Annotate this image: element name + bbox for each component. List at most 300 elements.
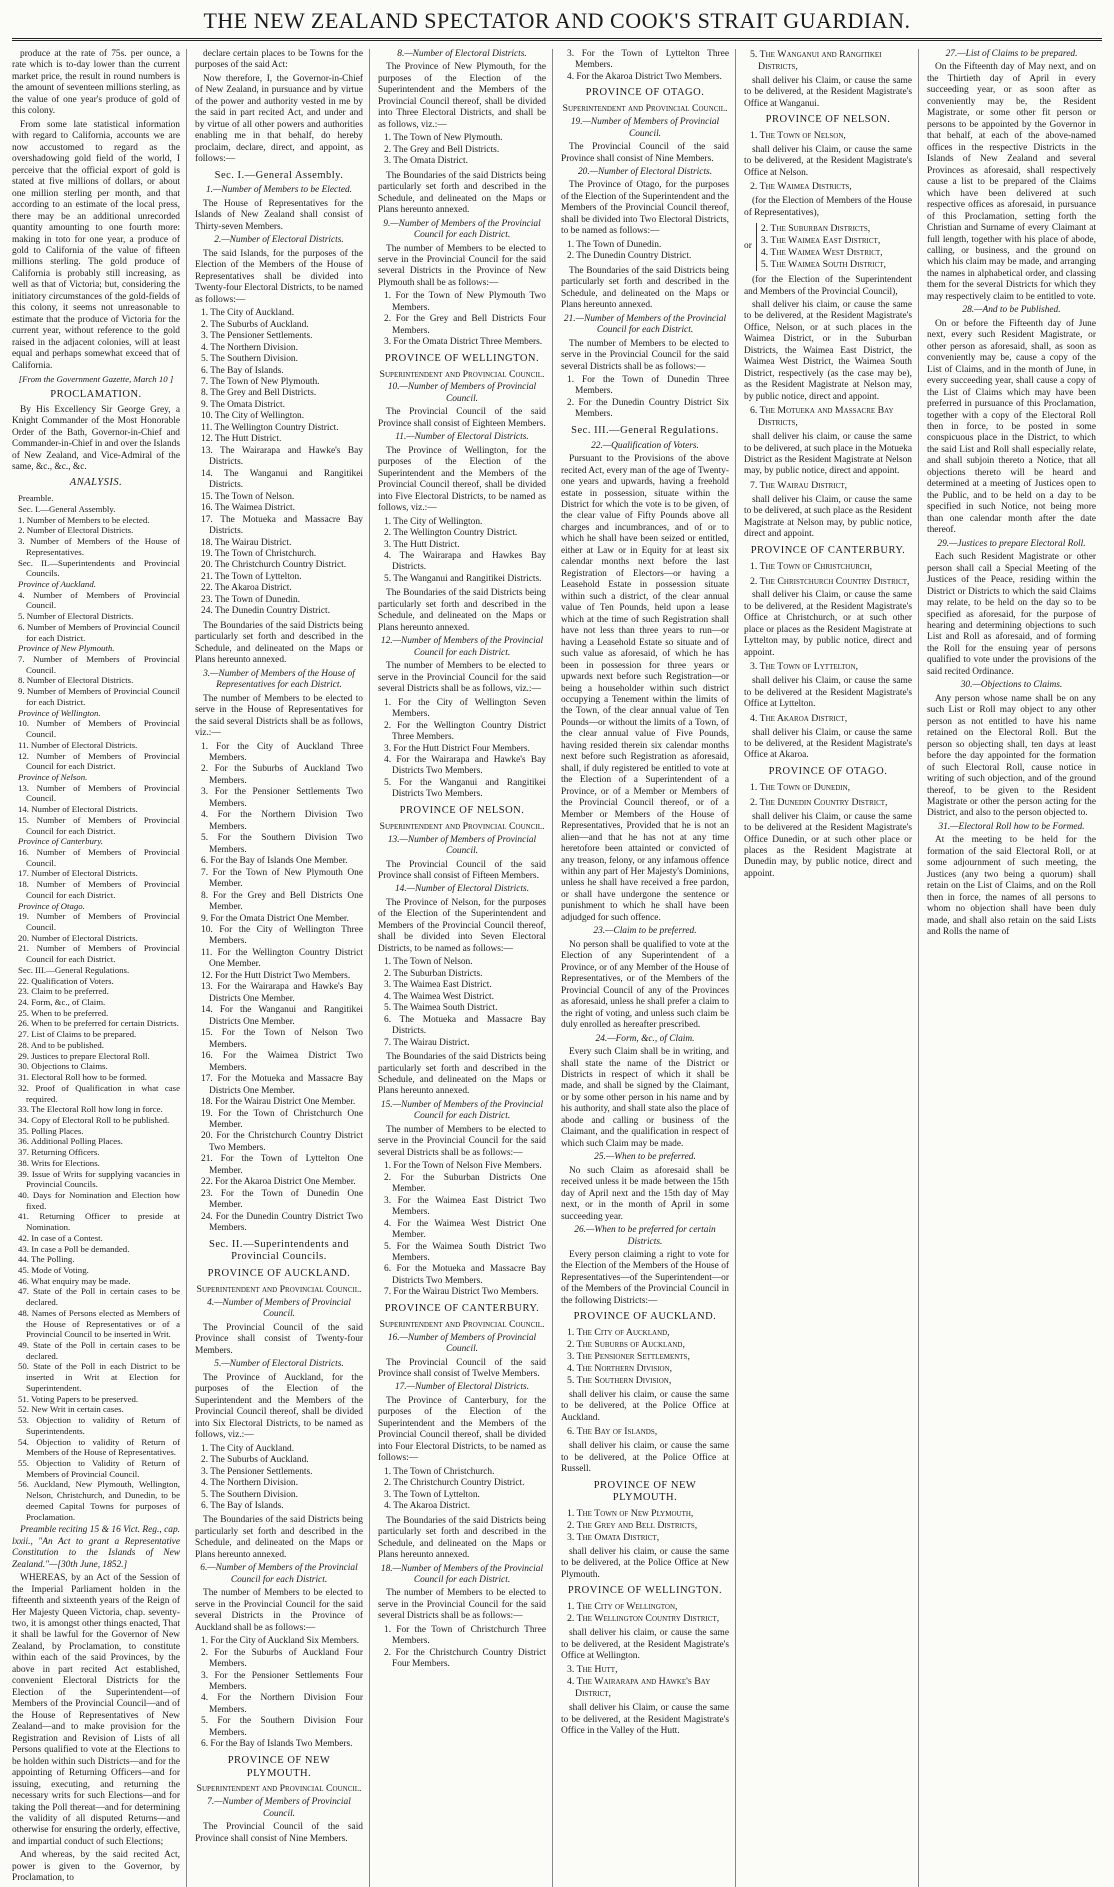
list-item: 19. The Town of Christchurch. bbox=[201, 549, 317, 560]
paragraph: The Provincial Council of the said Province shall consist of Nine Members. bbox=[195, 1822, 363, 1844]
paragraph: shall deliver his Claim, or cause the same to be delivered, at the Resident Magistrate's Office at Nelson. bbox=[744, 145, 912, 178]
list-item: 44. The Polling. bbox=[18, 1254, 75, 1265]
list-item: 2. Number of Electoral Districts. bbox=[18, 525, 134, 536]
list-item: 3. For the Pensioner Settlements Four Members. bbox=[201, 1670, 363, 1692]
paragraph: At the meeting to be held for the formation of the said Electoral Roll, or at some adjournment of such meeting, the Justices (any two being a quorum) shall retain on the List of Claims, and on the Roll then in force, the names of all persons to whom no objection shall have been duly made, and shall also retain on the said Lists and Rolls the name of bbox=[927, 835, 1096, 938]
clause-heading: 25.—When to be preferred. bbox=[594, 1152, 696, 1163]
list-item: 1. The Town of New Plymouth. bbox=[384, 133, 503, 144]
list-item: 38. Writs for Elections. bbox=[18, 1157, 100, 1168]
list-item: 29. Justices to prepare Electoral Roll. bbox=[18, 1050, 150, 1061]
list-item: 6. The Bay of Islands. bbox=[201, 365, 284, 376]
clause-heading: 9.—Number of Members of the Provincial Council for each District. bbox=[383, 218, 541, 241]
list-item: 3. For the Town of Lyttelton Three Members. bbox=[567, 49, 729, 71]
paragraph: shall deliver his claim, or cause the same to be delivered, at the Police Office at New Plymouth. bbox=[561, 1546, 729, 1580]
list-item: 5. For the Waimea South District Two Members. bbox=[384, 1241, 546, 1263]
list-item: 1. For the City of Auckland Three Members. bbox=[201, 741, 363, 763]
list-item: 2. For the Dunedin Country District Six Members. bbox=[567, 397, 729, 420]
clause-heading: 21.—Number of Members of the Provincial Council for each District. bbox=[563, 313, 727, 336]
section-heading: Sec. II.—Superintendents and Provincial Councils. bbox=[209, 1238, 349, 1263]
paragraph: (for the Election of Members of the House of Representatives), bbox=[744, 196, 912, 218]
paragraph: shall deliver his claim, or cause the same to be delivered, at the Police Office at Russell. bbox=[561, 1441, 729, 1475]
list-item: 32. Proof of Qualification in what case required. bbox=[18, 1082, 180, 1104]
member-list bbox=[561, 49, 729, 83]
list-item: 2. For the Suburbs of Auckland Two Members. bbox=[201, 764, 363, 786]
paragraph: The number of Members to be elected to serve in the Provincial Council for the said several Districts shall be as follows:— bbox=[378, 1588, 546, 1622]
list-item: 22. Qualification of Voters. bbox=[18, 975, 114, 986]
member-list bbox=[378, 698, 546, 801]
list-item: 23. For the Town of Dunedin One Member. bbox=[201, 1188, 363, 1211]
list-item: 3. The Hutt District. bbox=[384, 539, 460, 550]
list-item: 1. For the Town of Dunedin Three Members. bbox=[567, 374, 729, 397]
list-item: 4. The Waimea West District. bbox=[384, 991, 494, 1002]
clause-heading: 1.—Number of Members to be Elected. bbox=[205, 185, 353, 196]
column-1 bbox=[12, 49, 187, 1887]
list-item: 2. The Grey and Bell Districts. bbox=[384, 144, 500, 155]
list-item: Province of Canterbury. bbox=[18, 836, 103, 847]
list-item: 9. For the Omata District One Member. bbox=[201, 913, 349, 924]
clause-heading: 4.—Number of Members of Provincial Council. bbox=[207, 1298, 351, 1320]
list-item: 10. For the City of Wellington Three Members. bbox=[201, 925, 363, 947]
paragraph: The Boundaries of the said Districts being particularly set forth and described in the Schedule, and delineated on the Maps or Plans hereunto annexed. bbox=[561, 265, 729, 311]
list-item: 18. Number of Members of Provincial Council for each District. bbox=[18, 879, 180, 900]
paragraph: Each such Resident Magistrate or other person shall call a Special Meeting of the Justices of the Peace, residing within the District or Districts to which the said Claims may relate, to be held on the day so to be specified as aforesaid, for the purpose of hearing and determining objections to such List and Roll as aforesaid, and of forming the Roll for the ensuing year of persons qualified to vote under the provisions of the said recited Ordinance. bbox=[927, 552, 1096, 677]
list-item: 21. The Town of Lyttelton. bbox=[201, 571, 302, 582]
column-4 bbox=[561, 49, 736, 1887]
analysis-heading: ANALYSIS. bbox=[69, 477, 123, 489]
proclamation-heading: PROCLAMATION. bbox=[50, 388, 142, 400]
list-item: 2. The Suburban Districts. bbox=[384, 968, 483, 979]
list-item: 2. The Suburban Districts, bbox=[760, 223, 871, 235]
list-item: 1. The City of Auckland. bbox=[201, 1443, 295, 1454]
paragraph: declare certain places to be Towns for the purposes of the said Act: bbox=[195, 49, 363, 71]
province-heading: PROVINCE OF AUCKLAND. bbox=[573, 1311, 717, 1323]
clause-heading: 7.—Number of Members of Provincial Council. bbox=[207, 1797, 351, 1819]
list-item: 20. The Christchurch Country District. bbox=[201, 560, 347, 571]
list-item: 42. In case of a Contest. bbox=[18, 1232, 103, 1243]
list-item: 5. For the Southern Division Two Members. bbox=[201, 833, 363, 855]
list-item: 5. The Southern Division. bbox=[201, 354, 298, 365]
district-list bbox=[561, 1601, 729, 1625]
list-item: 7. Number of Members of Provincial Council. bbox=[18, 654, 180, 675]
list-item: 13. For the Wairarapa and Hawke's Bay Districts One Member. bbox=[201, 982, 363, 1004]
paragraph: produce at the rate of 75s. per ounce, a rate which is to-day lower than the current market price, the result in round numbers is the amount of seventeen millions sterling, as the value of one year's produce of gold of this colony. bbox=[12, 49, 180, 117]
clause-heading: 10.—Number of Members of Provincial Council. bbox=[387, 382, 537, 404]
clause-heading: 14.—Number of Electoral Districts. bbox=[394, 884, 530, 895]
list-item: 52. New Writ in certain cases. bbox=[18, 1404, 124, 1415]
list-item: 5. The Southern Division. bbox=[201, 1489, 298, 1500]
list-item: 4. The Waimea West District, bbox=[760, 247, 883, 259]
province-heading: PROVINCE OF OTAGO. bbox=[585, 87, 705, 99]
list-item: 5. The Waimea South District. bbox=[384, 1003, 498, 1014]
source-note: [From the Government Gazette, March 10 ] bbox=[18, 374, 174, 385]
paragraph: The number of Members to be elected to serve in the House of Representatives for the said several Districts shall be as follows, viz.:— bbox=[195, 693, 363, 739]
paragraph: The Boundaries of the said Districts being particularly set forth and described in the Schedule, and delineated on the Maps or Plans hereunto annexed. bbox=[378, 170, 546, 216]
paragraph: The Province of New Plymouth, for the purposes of the Election of the Superintendent and the Members of the Provincial Council thereof, shall be divided into Three Electoral Districts, and shall be as follows, viz.:— bbox=[378, 62, 546, 130]
list-item: Sec. III.—General Regulations. bbox=[18, 964, 130, 975]
column-5 bbox=[744, 49, 919, 1887]
list-item: 24. The Dunedin Country District. bbox=[201, 606, 330, 617]
list-item: 23. Claim to be preferred. bbox=[18, 986, 109, 997]
member-list bbox=[378, 1625, 546, 1671]
list-item: 31. Electoral Roll how to be formed. bbox=[18, 1072, 147, 1083]
paragraph: shall deliver his Claim, or cause the same to be delivered, at the Resident Magistrate's Office at Christchurch, or at such other place or places as the Resident Magistrate at Lyttelton may, by public notice, direct and appoint. bbox=[744, 590, 912, 658]
list-item: 6. The Bay of Islands. bbox=[201, 1500, 284, 1511]
member-list bbox=[561, 375, 729, 421]
list-item: 6. For the Bay of Islands One Member. bbox=[201, 856, 348, 867]
paragraph: Pursuant to the Provisions of the above recited Act, every man of the age of Twenty-one years and upwards, having a freehold estate in possession, situate within the District for which the vote is to be given, of the clear value of Fifty Pounds above all charges and incumbrances, and of or to which he shall have been seized or entitled, either at Law or in Equity for at least six calendar months next before the last Registration of Electors—or having a Leasehold Estate in possession situate within such a district, of the clear annual value of Ten Pounds, held upon a lease which at the time of such Registration shall have not less than three years to run—or having a Leasehold Estate so situate and of such value as aforesaid, of which he has been in possession for three years or upwards next before such Registration—or being a householder within such district occupying a Tenement within the limits of the Town, of the clear annual value of Ten Pounds—or without the limits of a Town, of the clear annual value of Five Pounds, having resided therein six calendar months next before such Registration as aforesaid, shall, if duly registered be entitled to vote at the Election of a Superintendent of a Province, or of a Member or Members of the Provincial Council thereof, or of a Member or Members of the House of Representatives, Provided that he is not an alien—and that he has not at any time heretofore been attainted or convicted of any treason, felony, or any infamous offence within any part of Her Majesty's Dominions, unless he shall have received a free pardon, or shall have undergone the sentence or punishment to which he shall have been adjudged for such offence. bbox=[561, 454, 729, 923]
paragraph: shall deliver his Claim, or cause the same to be delivered, at such place as the Resident Magistrate at Nelson may, by public notice, direct and appoint. bbox=[744, 494, 912, 540]
list-item: 17. The Motueka and Massacre Bay Districts. bbox=[201, 514, 363, 537]
province-heading: PROVINCE OF AUCKLAND. bbox=[207, 1268, 351, 1280]
clause-heading: 11.—Number of Electoral Districts. bbox=[395, 432, 529, 443]
clause-heading: 15.—Number of Members of the Provincial Council for each District. bbox=[380, 1099, 544, 1122]
list-item: 1. For the Town of Nelson Five Members. bbox=[384, 1161, 542, 1172]
paragraph: Every such Claim shall be in writing, and shall state the name of the District or Districts in respect of which it shall be made, and shall be signed by the Claimant, or by some other person in his name and by his authority, and shall state also the place of abode and calling or business of the Claimant, and the qualification in respect of which such Claim may be made. bbox=[561, 1047, 729, 1149]
district-list bbox=[378, 957, 546, 1049]
list-item: 14. Number of Electoral Districts. bbox=[18, 804, 138, 815]
list-item: 3. For the Pensioner Settlements Two Members. bbox=[201, 787, 363, 809]
list-item: 25. When to be preferred. bbox=[18, 1007, 109, 1018]
paragraph: The House of Representatives for the Islands of New Zealand shall consist of Thirty-seven Members. bbox=[195, 198, 363, 232]
list-item: 6. For the Bay of Islands Two Members. bbox=[201, 1739, 353, 1750]
list-item: 33. The Electoral Roll how long in force. bbox=[18, 1104, 163, 1115]
list-item: 12. Number of Members of Provincial Council for each District. bbox=[18, 750, 180, 772]
list-item: 4. The Akaroa District, bbox=[750, 712, 848, 724]
subheading: Superintendent and Provincial Council. bbox=[379, 368, 545, 380]
list-item: 5. The Southern Division, bbox=[567, 1374, 672, 1386]
list-item: 6. The Motueka and Massacre Bay Districts, bbox=[750, 405, 894, 429]
list-item: 13. Number of Members of Provincial Council. bbox=[18, 782, 180, 804]
paragraph: The Provincial Council of the said Province shall consist of Twenty-four Members. bbox=[195, 1322, 363, 1356]
list-item: 30. Objections to Claims. bbox=[18, 1061, 108, 1072]
list-item: 4. The Akaroa District. bbox=[384, 1501, 471, 1512]
district-list bbox=[756, 223, 886, 271]
paragraph: The Province of Wellington, for the purposes of the Election of the Superintendent and the Members of the Provincial Council thereof, shall be divided into Five Electoral Districts, to be named as follows, viz.:— bbox=[378, 445, 546, 514]
clause-heading: 23.—Claim to be preferred. bbox=[593, 926, 697, 937]
list-item: 4. The Northern Division. bbox=[201, 342, 298, 353]
list-item: 15. For the Town of Nelson Two Members. bbox=[201, 1028, 363, 1050]
paragraph: shall deliver his Claim, or cause the same to be delivered at the Resident Magistrate's Office at Lyttelton. bbox=[744, 676, 912, 710]
list-item: 2. The Wellington Country District. bbox=[384, 528, 518, 539]
list-item: 1. The Town of Nelson. bbox=[384, 957, 473, 968]
list-item: 3. Number of Members of the House of Representatives. bbox=[18, 536, 180, 557]
province-heading: PROVINCE OF CANTERBURY. bbox=[384, 1302, 540, 1314]
list-item: 35. Polling Places. bbox=[18, 1125, 84, 1136]
list-item: 17. For the Motueka and Massacre Bay Districts One Member. bbox=[201, 1074, 363, 1096]
list-item: 48. Names of Persons elected as Members of the House of Representatives or of a Provincial Council to be inserted in Writ. bbox=[18, 1307, 180, 1340]
analysis-list bbox=[12, 493, 180, 1522]
clause-heading: 6.—Number of Members of the Provincial Council for each District. bbox=[200, 1563, 358, 1585]
list-item: 3. For the Hutt District Four Members. bbox=[384, 743, 530, 754]
clause-heading: 19.—Number of Members of Provincial Council. bbox=[570, 117, 720, 139]
list-item: 3. The Pensioner Settlements, bbox=[567, 1351, 690, 1363]
paragraph: The Provincial Council of the said Province shall consist of Twelve Members. bbox=[378, 1357, 546, 1380]
list-item: 37. Returning Officers. bbox=[18, 1147, 100, 1158]
district-list bbox=[195, 308, 363, 618]
list-item: 19. Number of Members of Provincial Council. bbox=[18, 911, 180, 932]
list-item: 56. Auckland, New Plymouth, Wellington, Nelson, Christchurch, and Dunedin, to be deemed Capital Towns for purposes of Proclamation. bbox=[18, 1479, 180, 1522]
list-item: 2. For the Suburbs of Auckland Four Members. bbox=[201, 1647, 363, 1670]
list-item: 1. For the City of Wellington Seven Members. bbox=[384, 697, 546, 720]
paragraph: shall deliver his claim, or cause the same to be delivered, at such place in the Motueka District as the Resident Magistrate at Nelson may, by public notice, direct and appoint. bbox=[744, 432, 912, 477]
list-item: 1. The City of Auckland. bbox=[201, 308, 295, 319]
paragraph: shall deliver his claim, or cause the same to be delivered, at the Police Office at Auckland. bbox=[561, 1389, 729, 1423]
list-item: 43. In case a Poll be demanded. bbox=[18, 1243, 130, 1254]
list-item: 26. When to be preferred for certain Districts. bbox=[18, 1018, 179, 1029]
paragraph: shall deliver his Claim, or cause the same to be delivered, at the Resident Magistrate's Office at Akaroa. bbox=[744, 727, 912, 761]
list-item: 11. For the Wellington Country District One Member. bbox=[201, 947, 363, 970]
paragraph: On or before the Fifteenth day of June next, every such Resident Magistrate, or other person as aforesaid, shall, as soon as conveniently may be, cause a copy of the List of Claims, and in the month of June, in every succeeding year, shall cause a copy of the List of Claims which may have been preferred in pursuance of this Proclamation, together with a copy of the Electoral Roll then in force, to be posted in some conspicuous place in the District, to which the said List and Roll shall especially relate, and shall subjoin thereto a Notice, that all objections thereto will be heard and determined at a meeting of Justices open to the Public, and to be held on a day to be specified in such Notice, not being more than one calendar month after the date thereof. bbox=[927, 318, 1096, 536]
paragraph: The number of Members to be elected to serve in the Provincial Council for the said several Districts in the Province of New Plymouth shall be as follows:— bbox=[378, 243, 546, 288]
list-item: 4. The Northern Division. bbox=[201, 1478, 298, 1489]
list-item: 8. Number of Electoral Districts. bbox=[18, 675, 134, 686]
list-item: 4. The Wairarapa and Hawke's Bay District, bbox=[567, 1676, 711, 1700]
paragraph: WHEREAS, by an Act of the Session of the Imperial Parliament holden in the fifteenth and sixteenth years of the Reign of Her Majesty Queen Victoria, chap. seventy-two, it is amongst other things enacted, That it shall be lawful for the Governor of New Zealand, by Proclamation, to constitute within each of the said Provinces, by the above in part recited Act established, convenient Electoral Districts for the Election of the Superintendent—of Members of the Provincial Council—and of the House of Representatives of New Zealand—and to make provision for the Registration and Revision of Lists of all Persons qualified to vote at the Elections to be holden within such Districts—and for the appointing of Returning Officers—and for issuing, executing, and returning the necessary writs for such Elections—and for taking the Poll thereat—and for determining the validity of all disputed Returns—and otherwise for ensuring the orderly, effective, and impartial conduct of such Elections; bbox=[12, 1573, 180, 1847]
column-3 bbox=[378, 49, 553, 1887]
list-item: 2. For the Suburban Districts One Member. bbox=[384, 1172, 546, 1195]
list-item: 16. For the Waimea District Two Members. bbox=[201, 1051, 363, 1073]
clause-heading: 12.—Number of Members of the Provincial Council for each District. bbox=[380, 636, 544, 658]
list-item: 1. The Town of Christchurch, bbox=[750, 560, 873, 572]
list-item: 16. Number of Members of Provincial Council. bbox=[18, 846, 180, 868]
list-item: 5. The Wanganui and Rangitikei Districts, bbox=[750, 49, 882, 72]
list-item: 22. For the Akaroa District One Member. bbox=[201, 1177, 356, 1188]
list-item: 1. The Town of New Plymouth, bbox=[567, 1508, 694, 1520]
province-heading: PROVINCE OF NEW PLYMOUTH. bbox=[227, 1754, 331, 1779]
list-item: 34. Copy of Electoral Roll to be published. bbox=[18, 1114, 170, 1125]
list-item: 12. The Hutt District. bbox=[201, 434, 282, 445]
list-item: 4. For the Wairarapa and Hawke's Bay Districts Two Members. bbox=[384, 754, 546, 777]
list-item: 2. The Wellington Country District, bbox=[567, 1613, 720, 1625]
list-item: 2. The Christchurch Country District, bbox=[750, 575, 910, 587]
province-heading: PROVINCE OF CANTERBURY. bbox=[750, 544, 906, 556]
list-item: 12. For the Hutt District Two Members. bbox=[201, 970, 351, 981]
member-list bbox=[378, 1161, 546, 1299]
list-item: 18. The Wairau District. bbox=[201, 537, 292, 548]
list-item: 6. Number of Members of Provincial Council for each District. bbox=[18, 621, 180, 643]
list-item: 1. The Town of Dunedin, bbox=[750, 781, 851, 793]
district-list bbox=[195, 1444, 363, 1513]
province-heading: PROVINCE OF NEW PLYMOUTH. bbox=[593, 1479, 697, 1504]
list-item: 40. Days for Nomination and Election how fixed. bbox=[18, 1189, 180, 1211]
list-item: 36. Additional Polling Places. bbox=[18, 1136, 123, 1147]
subheading: Superintendent and Provincial Council. bbox=[562, 103, 728, 115]
paragraph: The number of Members to be elected to serve in the Provincial Council for the said several Districts in the Province of Auckland shall be as follows:— bbox=[195, 1588, 363, 1633]
clause-heading: 13.—Number of Members of Provincial Council. bbox=[387, 834, 537, 857]
paragraph: The number of Members to be elected to serve in the Provincial Council for the said several Districts shall be as follows:— bbox=[561, 338, 729, 372]
clause-heading: 29.—Justices to prepare Electoral Roll. bbox=[937, 538, 1086, 549]
list-item: 16. The Waimea District. bbox=[201, 503, 295, 514]
list-item: 1. For the Town of New Plymouth Two Members. bbox=[384, 291, 546, 313]
subheading: Superintendent and Provincial Council. bbox=[196, 1284, 362, 1296]
district-list bbox=[378, 1467, 546, 1513]
list-item: 47. State of the Poll in certain cases to be declared. bbox=[18, 1286, 180, 1308]
paragraph: The Province of Auckland, for the purposes of the Election of the Superintendent and the Members of the Provincial Council thereof, shall be divided into Six Electoral Districts, to be named as follows, viz.:— bbox=[195, 1372, 363, 1441]
list-item: 11. The Wellington Country District. bbox=[201, 422, 339, 433]
list-item: 1. The Town of Christchurch. bbox=[384, 1466, 495, 1477]
list-item: 1. The City of Wellington, bbox=[567, 1601, 678, 1613]
list-item: 3. The Town of Lyttelton, bbox=[750, 661, 858, 673]
list-item: 3. The Town of Lyttelton. bbox=[384, 1489, 480, 1500]
list-item: Province of Nelson. bbox=[18, 771, 88, 782]
paragraph: Now therefore, I, the Governor-in-Chief of New Zealand, in pursuance and by virtue of the power and authority vested in me by the said in part recited Act, and under and by virtue of all other powers and authorities enabling me in that behalf, do hereby proclaim, declare, direct, and appoint, as follows:— bbox=[195, 73, 363, 165]
list-item: Sec. I.—General Assembly. bbox=[18, 503, 116, 514]
list-item: 2. For the Grey and Bell Districts Four Members. bbox=[384, 314, 546, 336]
paragraph: The Boundaries of the said Districts being particularly set forth and described in the Schedule, and delineated on the Maps or Plans hereunto annexed. bbox=[195, 620, 363, 666]
list-item: 4. For the Waimea West District One Member. bbox=[384, 1218, 546, 1241]
list-item: 1. The City of Wellington. bbox=[384, 516, 483, 527]
list-item: 2. The Suburbs of Auckland. bbox=[201, 1455, 309, 1466]
list-item: 8. For the Grey and Bell Districts One Member. bbox=[201, 890, 363, 913]
list-item: 27. List of Claims to be prepared. bbox=[18, 1029, 137, 1040]
list-item: Province of Wellington. bbox=[18, 707, 101, 718]
paragraph: The Boundaries of the said Districts being particularly set forth and described in the Schedule, and delineated on the Maps or Plans hereunto annexed. bbox=[378, 1052, 546, 1097]
list-item: 4. For the Northern Division Two Members. bbox=[201, 810, 363, 832]
paragraph: shall deliver his Claim, or cause the same to be delivered at the Resident Magistrate's Office Dunedin, or at such other place or places as the Resident Magistrate at Dunedin may, by public notice, direct and appoint. bbox=[744, 811, 912, 879]
list-item: 4. The Wairarapa and Hawkes Bay Districts. bbox=[384, 551, 546, 573]
list-item: 10. Number of Members of Provincial Council. bbox=[18, 718, 180, 740]
district-group bbox=[744, 221, 912, 273]
list-item: 24. For the Dunedin Country District Two Members. bbox=[201, 1211, 363, 1234]
list-item: 28. And to be published. bbox=[18, 1039, 105, 1050]
paragraph: The number of Members to be elected to serve in the Provincial Council for the said several Districts shall be as follows, viz.:— bbox=[378, 661, 546, 695]
columns bbox=[12, 49, 1102, 1884]
clause-heading: 22.—Qualification of Voters. bbox=[591, 440, 699, 451]
list-item: 41. Returning Officer to preside at Nomination. bbox=[18, 1211, 180, 1233]
list-item: 20. Number of Electoral Districts. bbox=[18, 932, 138, 943]
list-item: 24. Form, &c., of Claim. bbox=[18, 997, 106, 1008]
list-item: 14. For the Wanganui and Rangitikei Districts One Member. bbox=[201, 1005, 363, 1027]
clause-heading: 30.—Objections to Claims. bbox=[960, 680, 1063, 691]
subheading: Superintendent and Provincial Council. bbox=[379, 1318, 545, 1330]
subheading: Superintendent and Provincial Council. bbox=[196, 1783, 362, 1795]
clause-heading: 16.—Number of Members of Provincial Council. bbox=[387, 1332, 537, 1355]
list-item: 5. For the Wanganui and Rangitikei Districts Two Members. bbox=[384, 777, 546, 800]
province-heading: PROVINCE OF WELLINGTON. bbox=[384, 352, 540, 364]
list-item: 51. Voting Papers to be preserved. bbox=[18, 1393, 139, 1404]
paragraph: On the Fifteenth day of May next, and on the Thirtieth day of April in every succeeding year, or as soon after as conveniently may be, the Resident Magistrate, or some other fit person or persons to be appointed by the Governor in that behalf, at each of the above-named offices in the respective Districts in the Islands of New Zealand and several Provinces as aforesaid, shall respectively cause a list to be prepared of the Claims which have been delivered at such respective offices as aforesaid, in pursuance of this Proclamation, setting forth the Christian and Surname of every Claimant at full length, together with his place of abode, calling, or business, and the ground on which his claim may be made, and arranging the names in alphabetical order, and classing them for the several Districts for which they may respectively claim to be entitled to vote. bbox=[927, 62, 1096, 302]
member-list bbox=[195, 1636, 363, 1751]
section-heading: Sec. I.—General Assembly. bbox=[214, 169, 344, 181]
paragraph: From some late statistical information with regard to California, accounts we are now accustomed to regard as the overshadowing gold field of the world, I perceive that the official export of gold is stated at five millions of dollars, or about one million sterling per month, and that according to an estimate of the local press, there may be an additional unrecorded quantity amounting to one fourth more: making in toto for one year, a produce of gold to California of the value of fifteen millions sterling. The gold produce of California is probably still increasing, as well as that of Victoria; but, considering the initiatory circumstances of the gold-fields of this colony, it seems not unreasonable to estimate that the produce of Victoria for the current year, without reference to the gold raised in the adjacent colonies, will at least equal and perhaps somewhat exceed that of California. bbox=[12, 119, 180, 371]
paragraph: The Boundaries of the said Districts being particularly set forth and described in the Schedule, and delineated on the Maps or Plans hereunto annexed. bbox=[378, 1515, 546, 1561]
member-list bbox=[378, 291, 546, 348]
list-item: 2. For the Wellington Country District Three Members. bbox=[384, 720, 546, 743]
list-item: 49. State of the Poll in certain cases to be declared. bbox=[18, 1340, 180, 1361]
list-item: 4. Number of Members of Provincial Council. bbox=[18, 589, 180, 611]
column-6 bbox=[927, 49, 1102, 1887]
paragraph: The Boundaries of the said Districts being particularly set forth and described in the Schedule, and delineated on the Maps or Plans hereunto annexed. bbox=[195, 1515, 363, 1560]
list-item: 4. For the Akaroa District Two Members. bbox=[567, 71, 722, 82]
district-list bbox=[561, 1664, 729, 1700]
paragraph: Every person claiming a right to vote for the Election of the Members of the House of Representatives—of the Superintendent—or of the Members of the Provincial Council in the following Districts:— bbox=[561, 1250, 729, 1306]
paragraph: The Province of Nelson, for the purposes of the Election of the Superintendent and Members of the Provincial Council thereof, shall be divided into Seven Electoral Districts, to be named as follows:— bbox=[378, 897, 546, 954]
paragraph: shall deliver his claim, or cause the same to be delivered, at the Resident Magistrate's Office, Nelson, or at such places in the Waimea District, or in the Suburban Districts, the Waimea East District, the Waimea West District, the Waimea South District, respectively (as the case may be), as the Resident Magistrate at Nelson may, by public notice, direct and appoint. bbox=[744, 299, 912, 402]
clause-heading: 20.—Number of Electoral Districts. bbox=[577, 167, 713, 178]
paragraph: The said Islands, for the purposes of the Election of the Members of the House of Representatives shall be divided into Twenty-four Electoral Districts, to be named as follows:— bbox=[195, 248, 363, 305]
clause-heading: 8.—Number of Electoral Districts. bbox=[397, 49, 527, 59]
list-item: 13. The Wairarapa and Hawke's Bay Districts. bbox=[201, 445, 363, 468]
list-item: 7. For the Wairau District Two Members. bbox=[384, 1287, 539, 1298]
district-list bbox=[561, 1508, 729, 1544]
province-heading: PROVINCE OF WELLINGTON. bbox=[567, 1585, 723, 1597]
list-item: 18. For the Wairau District One Member. bbox=[201, 1097, 356, 1108]
list-item: 6. The Bay of Islands, bbox=[567, 1426, 658, 1438]
list-item: 5. For the Southern Division Four Members. bbox=[201, 1716, 363, 1738]
list-item: 3. For the Omata District Three Members. bbox=[384, 337, 543, 348]
paragraph: The Provincial Council of the said Province shall consist of Fifteen Members. bbox=[378, 859, 546, 881]
list-item: 9. The Omata District. bbox=[201, 399, 285, 410]
list-item: 4. The Northern Division, bbox=[567, 1362, 673, 1374]
list-item: 7. The Town of New Plymouth. bbox=[201, 376, 320, 387]
list-item: 3. The Pensioner Settlements. bbox=[201, 331, 313, 342]
list-item: 3. The Waimea East District, bbox=[760, 235, 881, 247]
list-item: 54. Objection to validity of Return of Members of the House of Representatives. bbox=[18, 1436, 180, 1458]
list-item: 39. Issue of Writs for supplying vacancies in Provincial Councils. bbox=[18, 1168, 180, 1190]
clause-heading: 27.—List of Claims to be prepared. bbox=[945, 49, 1078, 59]
list-item: 14. The Wanganui and Rangitikei Districts. bbox=[201, 468, 363, 491]
masthead: THE NEW ZEALAND SPECTATOR AND COOK'S STRAIT GUARDIAN. bbox=[12, 0, 1102, 41]
list-item: 15. Number of Members of Provincial Council for each District. bbox=[18, 814, 180, 836]
list-item: 1. For the Town of Christchurch Three Members. bbox=[384, 1624, 546, 1647]
clause-heading: 3.—Number of Members of the House of Representatives for each District. bbox=[203, 668, 355, 691]
subheading: Superintendent and Provincial Council. bbox=[379, 820, 545, 832]
paragraph: No person shall be qualified to vote at the Election of any Superintendent of a Province, or of any Member of the House of Representatives, or of the Members of the Provincial Council of any of the Provinces as aforesaid, unless he shall prefer a claim to the right of voting, and unless such claim be duly enrolled as hereafter prescribed. bbox=[561, 939, 729, 1031]
list-item: 22. The Akaroa District. bbox=[201, 583, 292, 594]
list-item: 23. The Town of Dunedin. bbox=[201, 594, 300, 605]
list-item: 3. The Omata District, bbox=[567, 1532, 660, 1544]
list-item: Province of Otago. bbox=[18, 900, 85, 911]
or-label: or bbox=[744, 241, 752, 252]
list-item: 1. The Town of Nelson, bbox=[750, 130, 846, 142]
paragraph: shall deliver his Claim, or cause the same to be delivered, at the Resident Magistrate's Office in the Valley of the Hutt. bbox=[561, 1703, 729, 1737]
list-item: 5. The Waimea South District, bbox=[760, 259, 886, 271]
list-item: 8. The Grey and Bell Districts. bbox=[201, 388, 317, 399]
list-item: 21. For the Town of Lyttelton One Member. bbox=[201, 1154, 363, 1176]
clause-heading: 5.—Number of Electoral Districts. bbox=[214, 1359, 344, 1370]
list-item: 6. For the Motueka and Massacre Bay Districts Two Members. bbox=[384, 1264, 546, 1286]
paragraph: (for the Election of the Superintendent and Members of the Provincial Council), bbox=[744, 275, 912, 297]
paragraph: The number of Members to be elected to serve in the Provincial Council for the said several Districts shall be as follows:— bbox=[378, 1124, 546, 1158]
list-item: 17. Number of Electoral Districts. bbox=[18, 868, 138, 879]
list-item: Province of Auckland. bbox=[18, 579, 96, 589]
list-item: 19. For the Town of Christchurch One Member. bbox=[201, 1108, 363, 1130]
list-item: 9. Number of Members of Provincial Council for each District. bbox=[18, 686, 180, 707]
paragraph: shall deliver his Claim, or cause the same to be delivered, at the Resident Magistrate's Office at Wanganui. bbox=[744, 75, 912, 109]
clause-heading: 26.—When to be preferred for certain Districts. bbox=[574, 1225, 716, 1247]
list-item: 6. The Motueka and Massacre Bay Districts. bbox=[384, 1014, 546, 1037]
list-item: 2. The Suburbs of Auckland. bbox=[201, 319, 309, 330]
list-item: 2. The Suburbs of Auckland, bbox=[567, 1339, 685, 1351]
list-item: 55. Objection to Validity of Return of Members of Provincial Council. bbox=[18, 1457, 180, 1479]
paragraph: The Province of Canterbury, for the purposes of the Election of the Superintendent and the Members of the Provincial Council thereof, shall be divided into Four Electoral Districts, to be named as follows:— bbox=[378, 1395, 546, 1464]
list-item: 50. State of the Poll in each District to be inserted in Writ at Election for Superintendent. bbox=[18, 1361, 180, 1393]
clause-heading: 31.—Electoral Roll how to be Formed. bbox=[938, 821, 1085, 832]
list-item: Preamble. bbox=[18, 493, 54, 504]
list-item: 1. The City of Auckland, bbox=[567, 1327, 670, 1339]
list-item: 2. The Grey and Bell Districts, bbox=[567, 1520, 698, 1532]
list-item: 7. The Wairau District. bbox=[384, 1037, 470, 1048]
paragraph: The Provincial Council of the said Province shall consist of Eighteen Members. bbox=[378, 407, 546, 429]
member-list bbox=[195, 742, 363, 1235]
list-item: 3. For the Waimea East District Two Members. bbox=[384, 1195, 546, 1218]
column-2 bbox=[195, 49, 370, 1887]
clause-heading: 28.—And to be Published. bbox=[962, 305, 1061, 316]
paragraph: By His Excellency Sir George Grey, a Knight Commander of the Most Honorable Order of the Bath, Governor-in-Chief and Commander-in-Chief in and over the Islands of New Zealand, and Vice-Admiral of the same, &c., &c., &c. bbox=[12, 404, 180, 472]
list-item: 2. The Christchurch Country District. bbox=[384, 1478, 525, 1489]
paragraph: Any person whose name shall be on any such List or Roll may object to any other person as not entitled to have his name retained on the Electoral Roll. But the person so objecting shall, ten days at least before the day appointed for the formation of such Electoral Roll, cause notice in writing of such objection, and of the ground thereof, to be given to the Resident Magistrate or other the person acting for the District, and also to the person objected to. bbox=[927, 693, 1096, 819]
list-item: 15. The Town of Nelson. bbox=[201, 491, 295, 502]
